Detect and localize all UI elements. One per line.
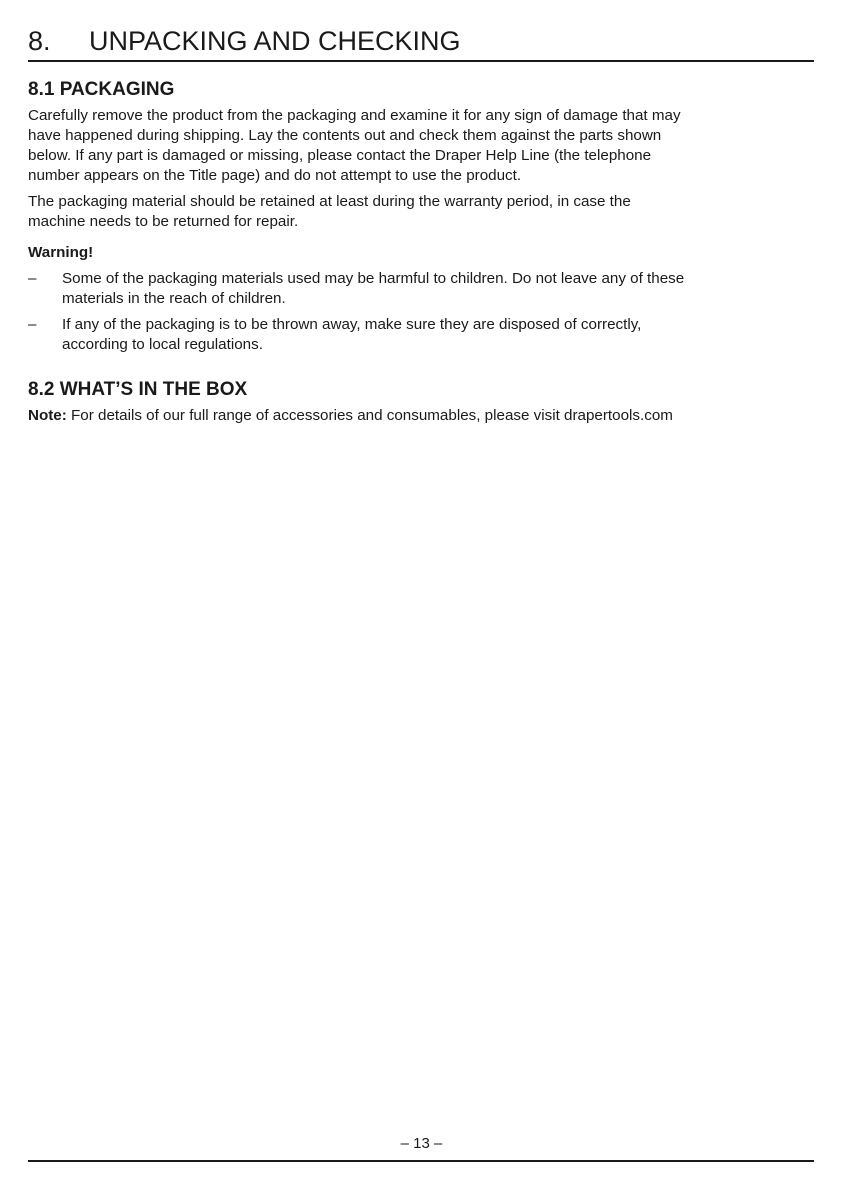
bullet-dash: –	[28, 270, 37, 287]
paragraph-line: have happened during shipping. Lay the contents out and check them against the parts shown	[28, 127, 662, 144]
section-heading-whats-in-box: 8.2 WHAT’S IN THE BOX	[28, 379, 248, 400]
bullet-line: If any of the packaging is to be thrown away, make sure they are disposed of correctly,	[62, 316, 642, 333]
footer-rule	[28, 1160, 814, 1162]
accessories-note	[28, 406, 673, 426]
packaging-paragraph-1	[28, 106, 818, 186]
bullet-line: Some of the packaging materials used may be harmful to children. Do not leave any of these	[62, 270, 685, 287]
header-rule	[28, 60, 814, 62]
bullet-line: according to local regulations.	[62, 336, 263, 353]
section-heading-packaging: 8.1 PACKAGING	[28, 79, 175, 100]
note-label: Note:	[28, 407, 67, 424]
warning-bullet-1	[62, 269, 818, 309]
paragraph-line: below. If any part is damaged or missing, please contact the Draper Help Line (the telephone	[28, 147, 652, 164]
chapter-number: 8.	[28, 26, 51, 56]
paragraph-line: number appears on the Title page) and do not attempt to use the product.	[28, 167, 522, 184]
page-number: – 13 –	[400, 1135, 443, 1152]
paragraph-line: machine needs to be returned for repair.	[28, 213, 299, 230]
warning-bullet-2	[62, 315, 818, 355]
bullet-dash: –	[28, 316, 37, 333]
packaging-paragraph-2	[28, 192, 818, 232]
paragraph-line: Carefully remove the product from the packaging and examine it for any sign of damage that may	[28, 107, 681, 124]
paragraph-line: The packaging material should be retained at least during the warranty period, in case the	[28, 193, 631, 210]
bullet-line: materials in the reach of children.	[62, 290, 286, 307]
chapter-title: UNPACKING AND CHECKING	[89, 26, 461, 56]
warning-label: Warning!	[28, 244, 94, 261]
note-text: For details of our full range of accessories and consumables, please visit drapertools.com	[66, 407, 673, 424]
